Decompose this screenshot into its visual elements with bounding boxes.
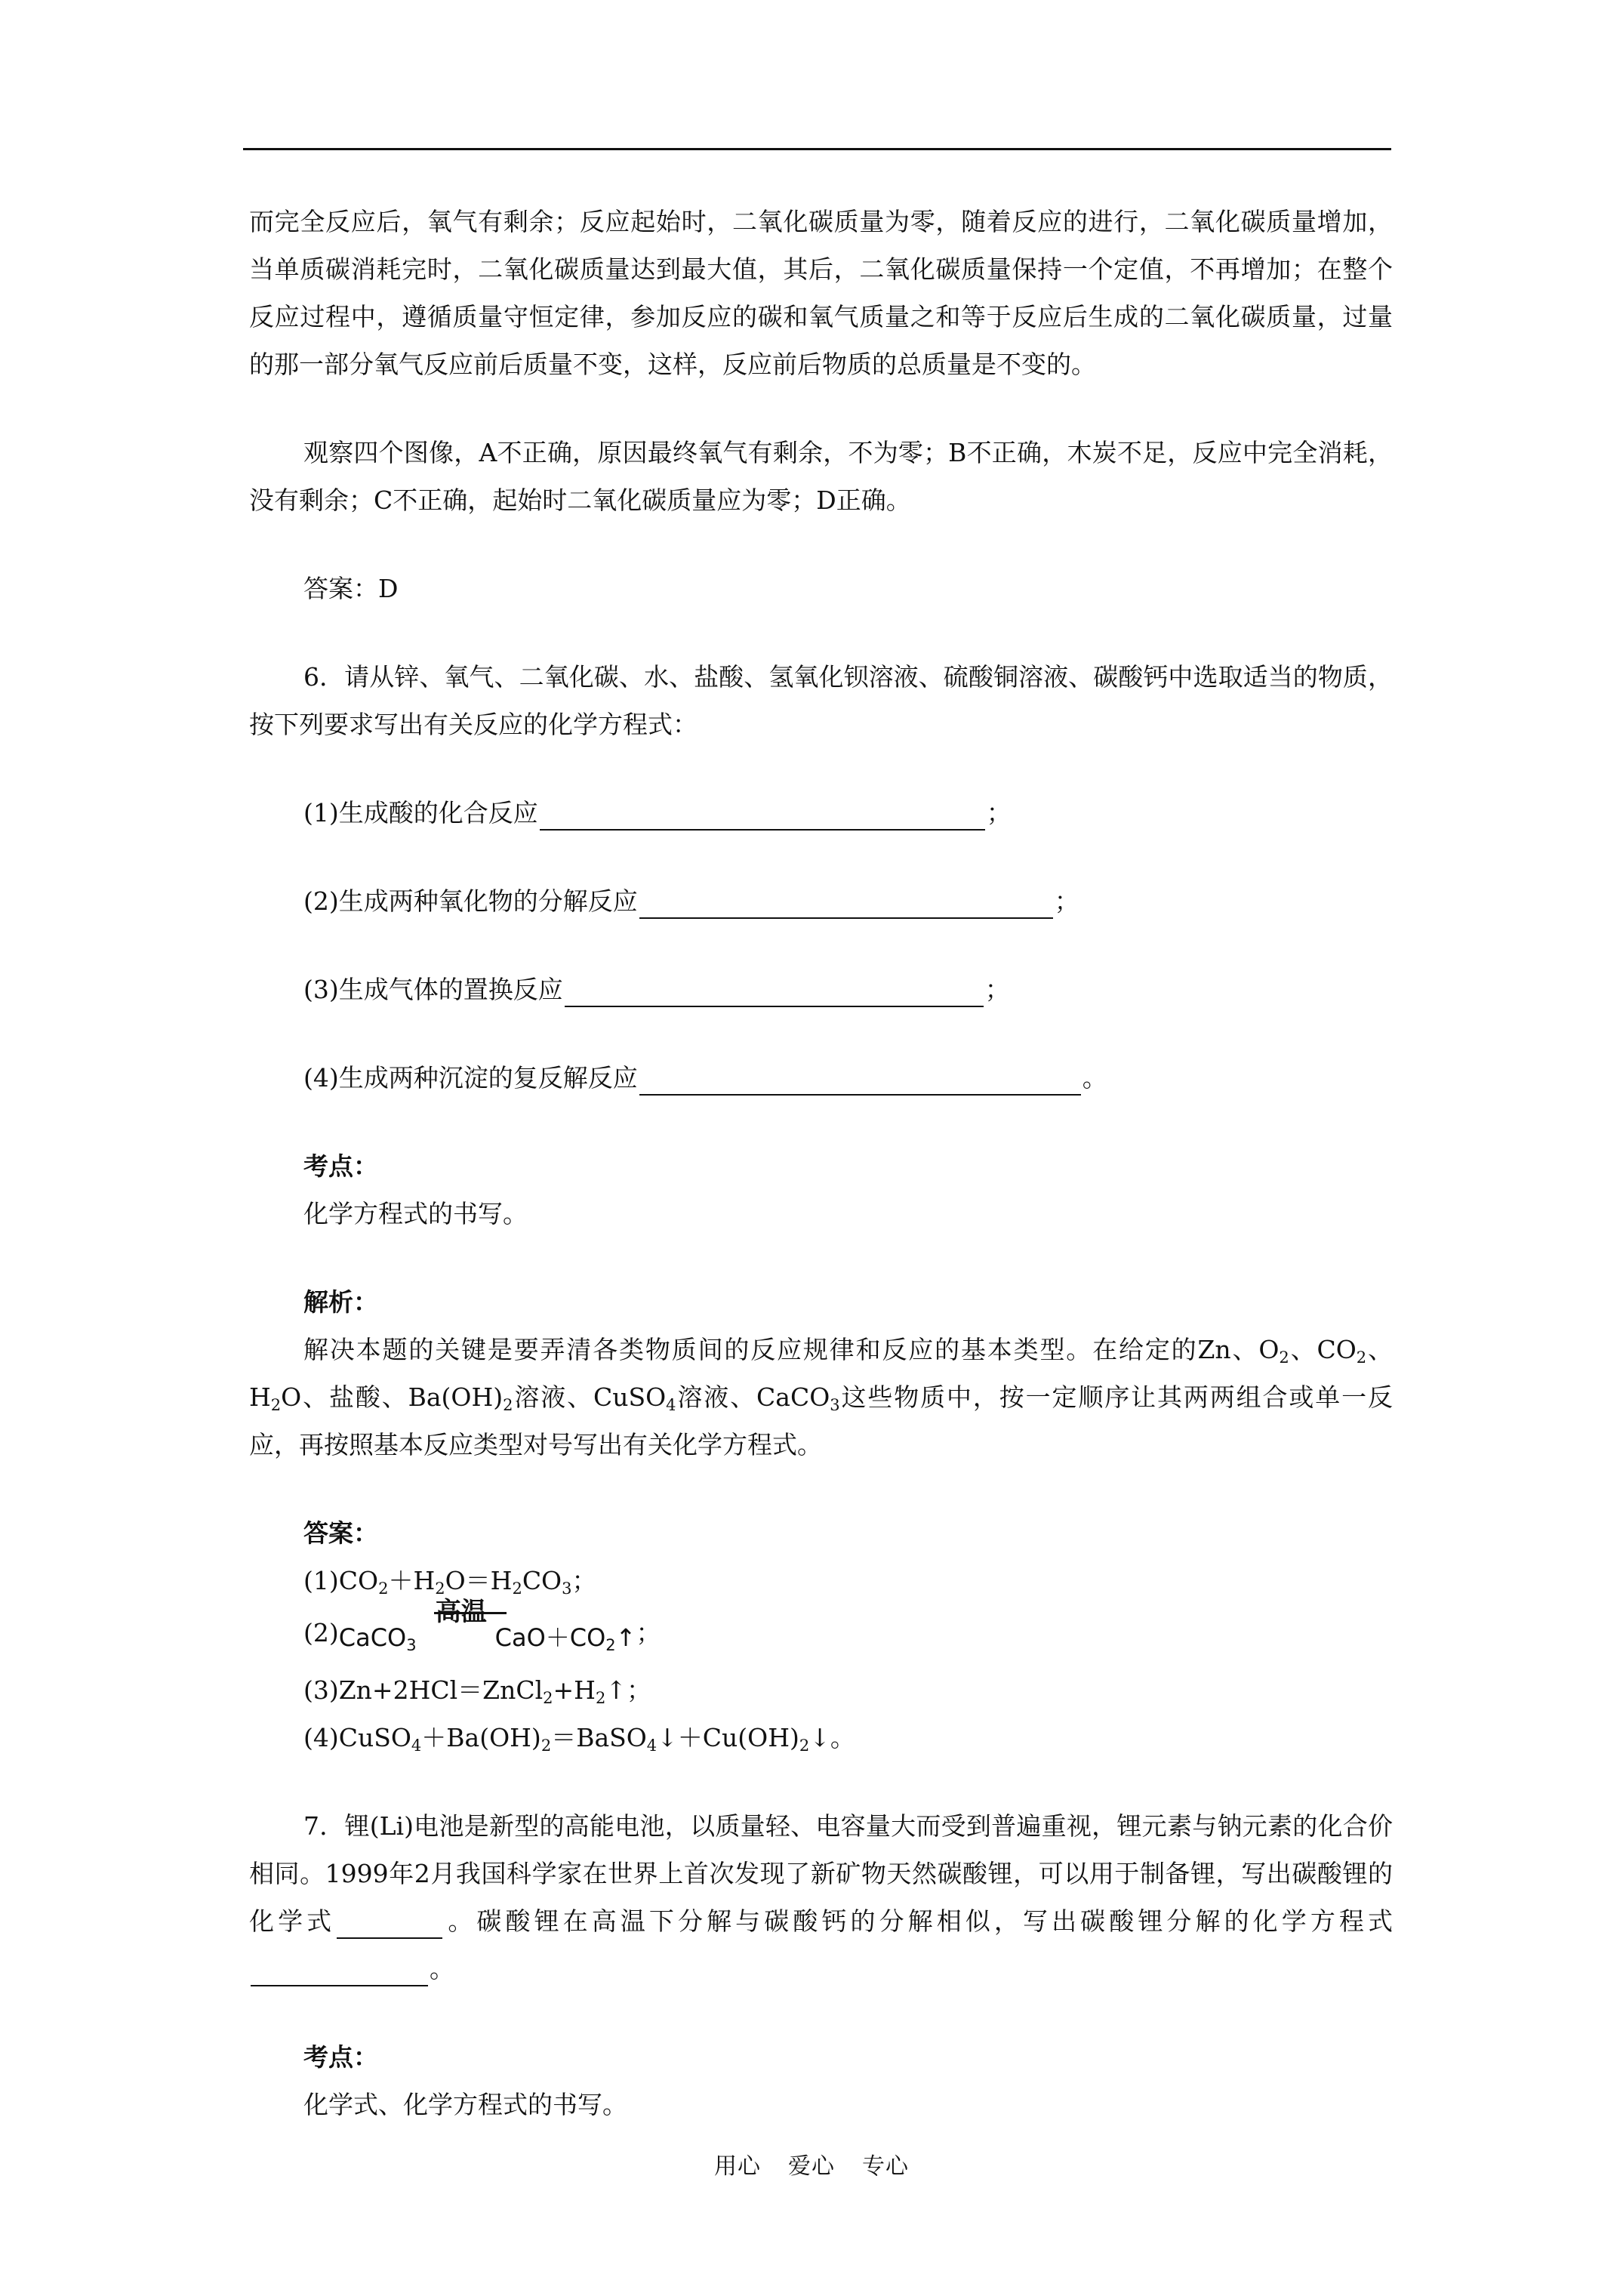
q6-item-1: (1)生成酸的化合反应 ； [249, 789, 1393, 837]
question-7-stem: 7．锂(Li)电池是新型的高能电池，以质量轻、电容量大而受到普遍重视，锂元素与钠元素的化合价相同。1999年2月我国科学家在世界上首次发现了新矿物天然碳酸锂，可以用于制备锂，写出碳酸锂的化学式 。碳酸锂在高温下分解与碳酸钙的分解相似，写出碳酸锂分解的化学方程式。 [249, 1802, 1393, 1992]
q6-item-4: (4)生成两种沉淀的复反解反应 。 [249, 1054, 1393, 1102]
page-footer: 用心 爱心 专心 [714, 2153, 909, 2180]
q6-jiexi-label: 解析： [303, 1287, 378, 1317]
q7-kaodian: 化学式、化学方程式的书写。 [303, 2090, 627, 2119]
up-arrow-icon: ↑ [615, 1623, 636, 1652]
answer-blank[interactable] [639, 887, 1053, 919]
paragraph-analysis-continued: 而完全反应后，氧气有剩余；反应起始时，二氧化碳质量为零，随着反应的进行，二氧化碳质量增加，当单质碳消耗完时，二氧化碳质量达到最大值，其后，二氧化碳质量保持一个定值，不再增加；在整个反应过程中，遵循质量守恒定律，参加反应的碳和氧气质量之和等于反应后生成的二氧化碳质量，过量的那一部分氧气反应前后质量不变，这样，反应前后物质的总质量是不变的。 [249, 207, 1393, 379]
answer-blank[interactable] [540, 799, 985, 831]
q6-item-3: (3)生成气体的置换反应 ； [249, 966, 1393, 1013]
answer-blank[interactable] [251, 1955, 428, 1986]
q6-answer-1: $(1)CO_2+H_2O=H_2CO_3$； [303, 1566, 597, 1598]
paragraph-graph-observation: 观察四个图像，A不正确，原因最终氧气有剩余，不为零；B不正确，木炭不足，反应中完全消耗，没有剩余；C不正确，起始时二氧化碳质量应为零；D正确。 [249, 438, 1393, 515]
q7-kaodian-label: 考点： [303, 2042, 378, 2072]
q6-jiexi: 解决本题的关键是要弄清各类物质间的反应规律和反应的基本类型。在给定的Zn、$O_2$、$CO_2$、$H_2O$、盐酸、$Ba(OH)_2$溶液、CuSO$_4$溶液、CaCO$_3$这些物质中，按一定顺序让其两两组合或单一反应，再按照基本反应类型对号写出有关化学方程式。 [249, 1335, 1393, 1459]
q6-kaodian-label: 考点： [303, 1151, 378, 1181]
equation-image: CaCO$_3$ 高温 $CaO+CO_2↑$ [339, 1609, 636, 1666]
answer-q5: 答案：D [303, 574, 399, 603]
question-6-stem: 6．请从锌、氧气、二氧化碳、水、盐酸、氢氧化钡溶液、硫酸铜溶液、碳酸钙中选取适当的物质，按下列要求写出有关反应的化学方程式： [249, 662, 1393, 739]
header-rule [243, 148, 1391, 150]
q6-answer-label: 答案： [303, 1518, 378, 1548]
q6-answer-2: (2)CaCO$_3$ 高温 $CaO+CO_2↑$； [249, 1604, 1393, 1666]
answer-blank[interactable] [337, 1907, 442, 1939]
q6-answer-4: $(4)CuSO_4+Ba(OH)_2=BaSO_4↓+Cu(OH)_2↓$。 [303, 1723, 855, 1755]
q6-item-2: (2)生成两种氧化物的分解反应 ； [249, 877, 1393, 925]
condition-label: 高温 [435, 1597, 487, 1627]
answer-blank[interactable] [565, 975, 984, 1007]
q6-answer-3: $(3)Zn+2HCl=ZnCl_2+H_2↑$； [303, 1675, 651, 1707]
q6-kaodian: 化学方程式的书写。 [303, 1199, 528, 1228]
document-body [249, 198, 1393, 2128]
answer-blank[interactable] [639, 1064, 1081, 1096]
